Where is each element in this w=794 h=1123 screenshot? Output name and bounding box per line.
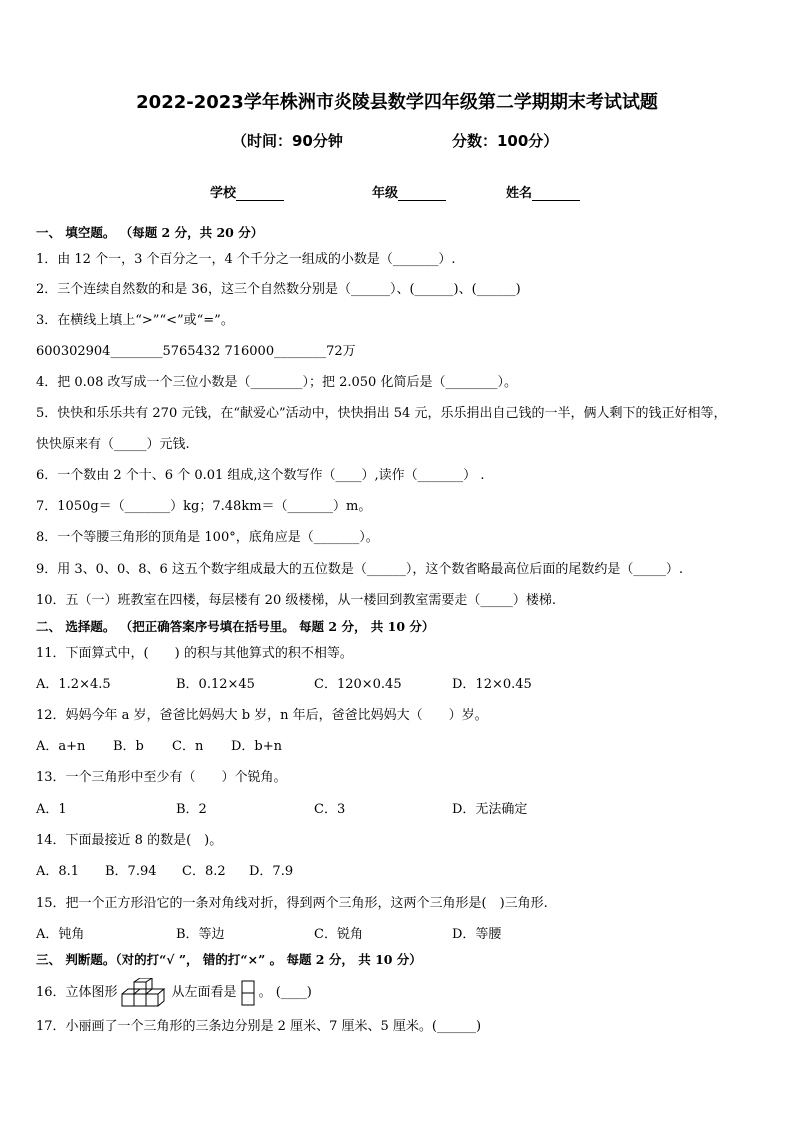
option-d[interactable]: D．7.9 [249,864,294,879]
section-3-heading: 三、 判断题。（对的打“√ ”， 错的打“×” 。 每题 2 分， 共 10 分） [36,952,422,967]
section-1-heading: 一、 填空题。 （每题 2 分，共 20 分） [36,225,264,240]
question-1: 1．由 12 个一，3 个百分之一，4 个千分之一组成的小数是（_______）. [36,252,456,267]
question-3-comparison: 600302904________5765432 716000________72万 [36,344,356,359]
option-d[interactable]: D．b+n [231,739,283,754]
option-c[interactable]: C．n [172,739,204,754]
page-title: 2022-2023学年株洲市炎陵县数学四年级第二学期期末考试试题 [136,92,658,113]
name-label: 姓名 [506,186,533,201]
question-2: 2．三个连续自然数的和是 36，这三个自然数分别是（______）、(______)、(______) [36,282,521,297]
option-c[interactable]: C．3 [314,802,346,817]
question-10: 10．五（一）班教室在四楼，每层楼有 20 级楼梯，从一楼回到教室需要走（_____）楼梯. [36,593,556,608]
question-6: 6．一个数由 2 个十、6 个 0.01 组成,这个数写作（____）,读作（_______） . [36,468,485,483]
school-label: 学校 [210,186,237,201]
option-a[interactable]: A．1 [36,802,67,817]
option-b[interactable]: B．b [113,739,144,754]
question-16 [36,976,776,1010]
option-a[interactable]: A．1.2×4.5 [36,677,111,692]
question-5-line-1: 5．快快和乐乐共有 270 元钱，在“献爱心”活动中，快快捐出 54 元，乐乐捐出自己钱的一半，俩人剩下的钱正好相等， [36,406,727,421]
question-9: 9．用 3、0、0、8、6 这五个数字组成最大的五位数是（______），这个数省略最高位后面的尾数约是（_____）. [36,562,684,577]
name-field[interactable] [506,182,580,201]
question-11: 11．下面算式中，( ) 的积与其他算式的积不相等。 [36,646,353,661]
solid-figure-icon [120,978,170,1008]
exam-time: （时间：90分钟 [232,132,343,150]
question-8: 8．一个等腰三角形的顶角是 100°，底角应是（_______）。 [36,530,379,545]
option-b[interactable]: B．等边 [176,927,225,942]
grade-label: 年级 [372,186,399,201]
question-12: 12．妈妈今年 a 岁，爸爸比妈妈大 b 岁，n 年后，爸爸比妈妈大（ ）岁。 [36,708,488,723]
question-13: 13．一个三角形中至少有（ ）个锐角。 [36,770,287,785]
option-b[interactable]: B．7.94 [105,864,157,879]
exam-info-bar [0,130,794,150]
grade-blank[interactable] [398,186,446,201]
option-a[interactable]: A．a+n [36,739,86,754]
question-16-suffix: 。 (____) [258,985,312,1000]
school-field[interactable] [210,182,284,201]
question-4: 4．把 0.08 改写成一个三位小数是（________）；把 2.050 化简后是（________）。 [36,375,517,390]
school-blank[interactable] [236,186,284,201]
exam-score: 分数：100分） [452,132,559,150]
side-view-icon [240,980,256,1006]
question-17: 17．小丽画了一个三角形的三条边分别是 2 厘米、7 厘米、5 厘米。(______) [36,1019,482,1034]
question-5-line-2: 快快原来有（_____）元钱. [36,437,190,452]
option-d[interactable]: D．12×0.45 [452,677,532,692]
question-14: 14．下面最接近 8 的数是( )。 [36,833,223,848]
student-info-bar [0,182,794,202]
question-16-middle: 从左面看是 [171,985,237,1000]
option-a[interactable]: A．钝角 [36,927,85,942]
option-b[interactable]: B．0.12×45 [176,677,255,692]
question-16-prefix: 16．立体图形 [36,985,118,1000]
question-3: 3．在横线上填上“>”“<”或“=”。 [36,313,234,328]
option-d[interactable]: D．无法确定 [452,802,528,817]
option-d[interactable]: D．等腰 [452,927,502,942]
option-c[interactable]: C．锐角 [314,927,363,942]
option-a[interactable]: A．8.1 [36,864,80,879]
question-7: 7．1050g＝（_______）kg；7.48km＝（_______）m。 [36,499,372,514]
name-blank[interactable] [532,186,580,201]
grade-field[interactable] [372,182,446,201]
section-2-heading: 二、 选择题。 （把正确答案序号填在括号里。 每题 2 分， 共 10 分） [36,619,435,634]
option-c[interactable]: C．8.2 [182,864,226,879]
option-b[interactable]: B．2 [176,802,207,817]
option-c[interactable]: C．120×0.45 [314,677,402,692]
question-15: 15．把一个正方形沿它的一条对角线对折，得到两个三角形，这两个三角形是( )三角形. [36,896,548,911]
